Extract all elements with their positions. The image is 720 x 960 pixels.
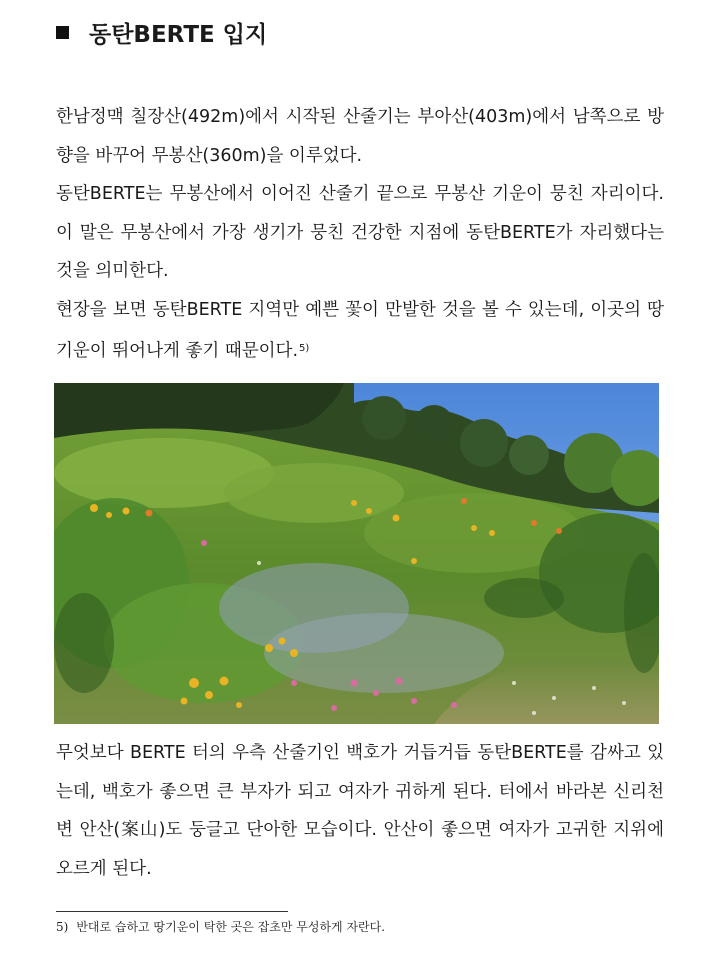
paragraph-baekho: 무엇보다 BERTE 터의 우측 산줄기인 백호가 거듭거듭 동탄BERTE를 감싸고 있는데, 백호가 좋으면 큰 부자가 되고 여자가 귀하게 된다. 터에서 바라본 신리천변 안산(案山)도 둥글고 단아한 모습이다. 안산이 좋으면 여자가 고귀한 지위에 오르게 된다. (56, 743, 664, 879)
footnote-reference[interactable]: 5) (299, 342, 310, 354)
footnote-divider (56, 911, 288, 912)
footnote-text: 반대로 습하고 땅기운이 탁한 곳은 잡초만 무성하게 자란다. (76, 920, 386, 934)
intro-paragraphs (56, 98, 664, 370)
paragraph-flowers (56, 291, 664, 370)
paragraph-flowers-text: 현장을 보면 동탄BERTE 지역만 예쁜 꽃이 만발한 것을 볼 수 있는데, 이곳의 땅 기운이 뛰어나게 좋기 때문이다. (56, 299, 664, 361)
paragraph-mountain-range: 한남정맥 칠장산(492m)에서 시작된 산줄기는 부아산(403m)에서 남쪽으로 방향을 바꾸어 무봉산(360m)을 이루었다. (56, 107, 664, 166)
heading-bullet-icon (56, 26, 69, 39)
section-title: 동탄BERTE 입지 (89, 21, 268, 48)
section-heading (56, 14, 267, 50)
paragraph-site-energy: 동탄BERTE는 무봉산에서 이어진 산줄기 끝으로 무봉산 기운이 뭉친 자리이다. 이 말은 무봉산에서 가장 생기가 뭉친 건강한 지점에 동탄BERTE가 자리했다는 것을 의미한다. (56, 184, 664, 282)
closing-paragraphs (56, 734, 664, 888)
footnote-number: 5) (56, 920, 69, 934)
hillside-flowers-photo (54, 383, 659, 724)
footnote (56, 918, 385, 935)
